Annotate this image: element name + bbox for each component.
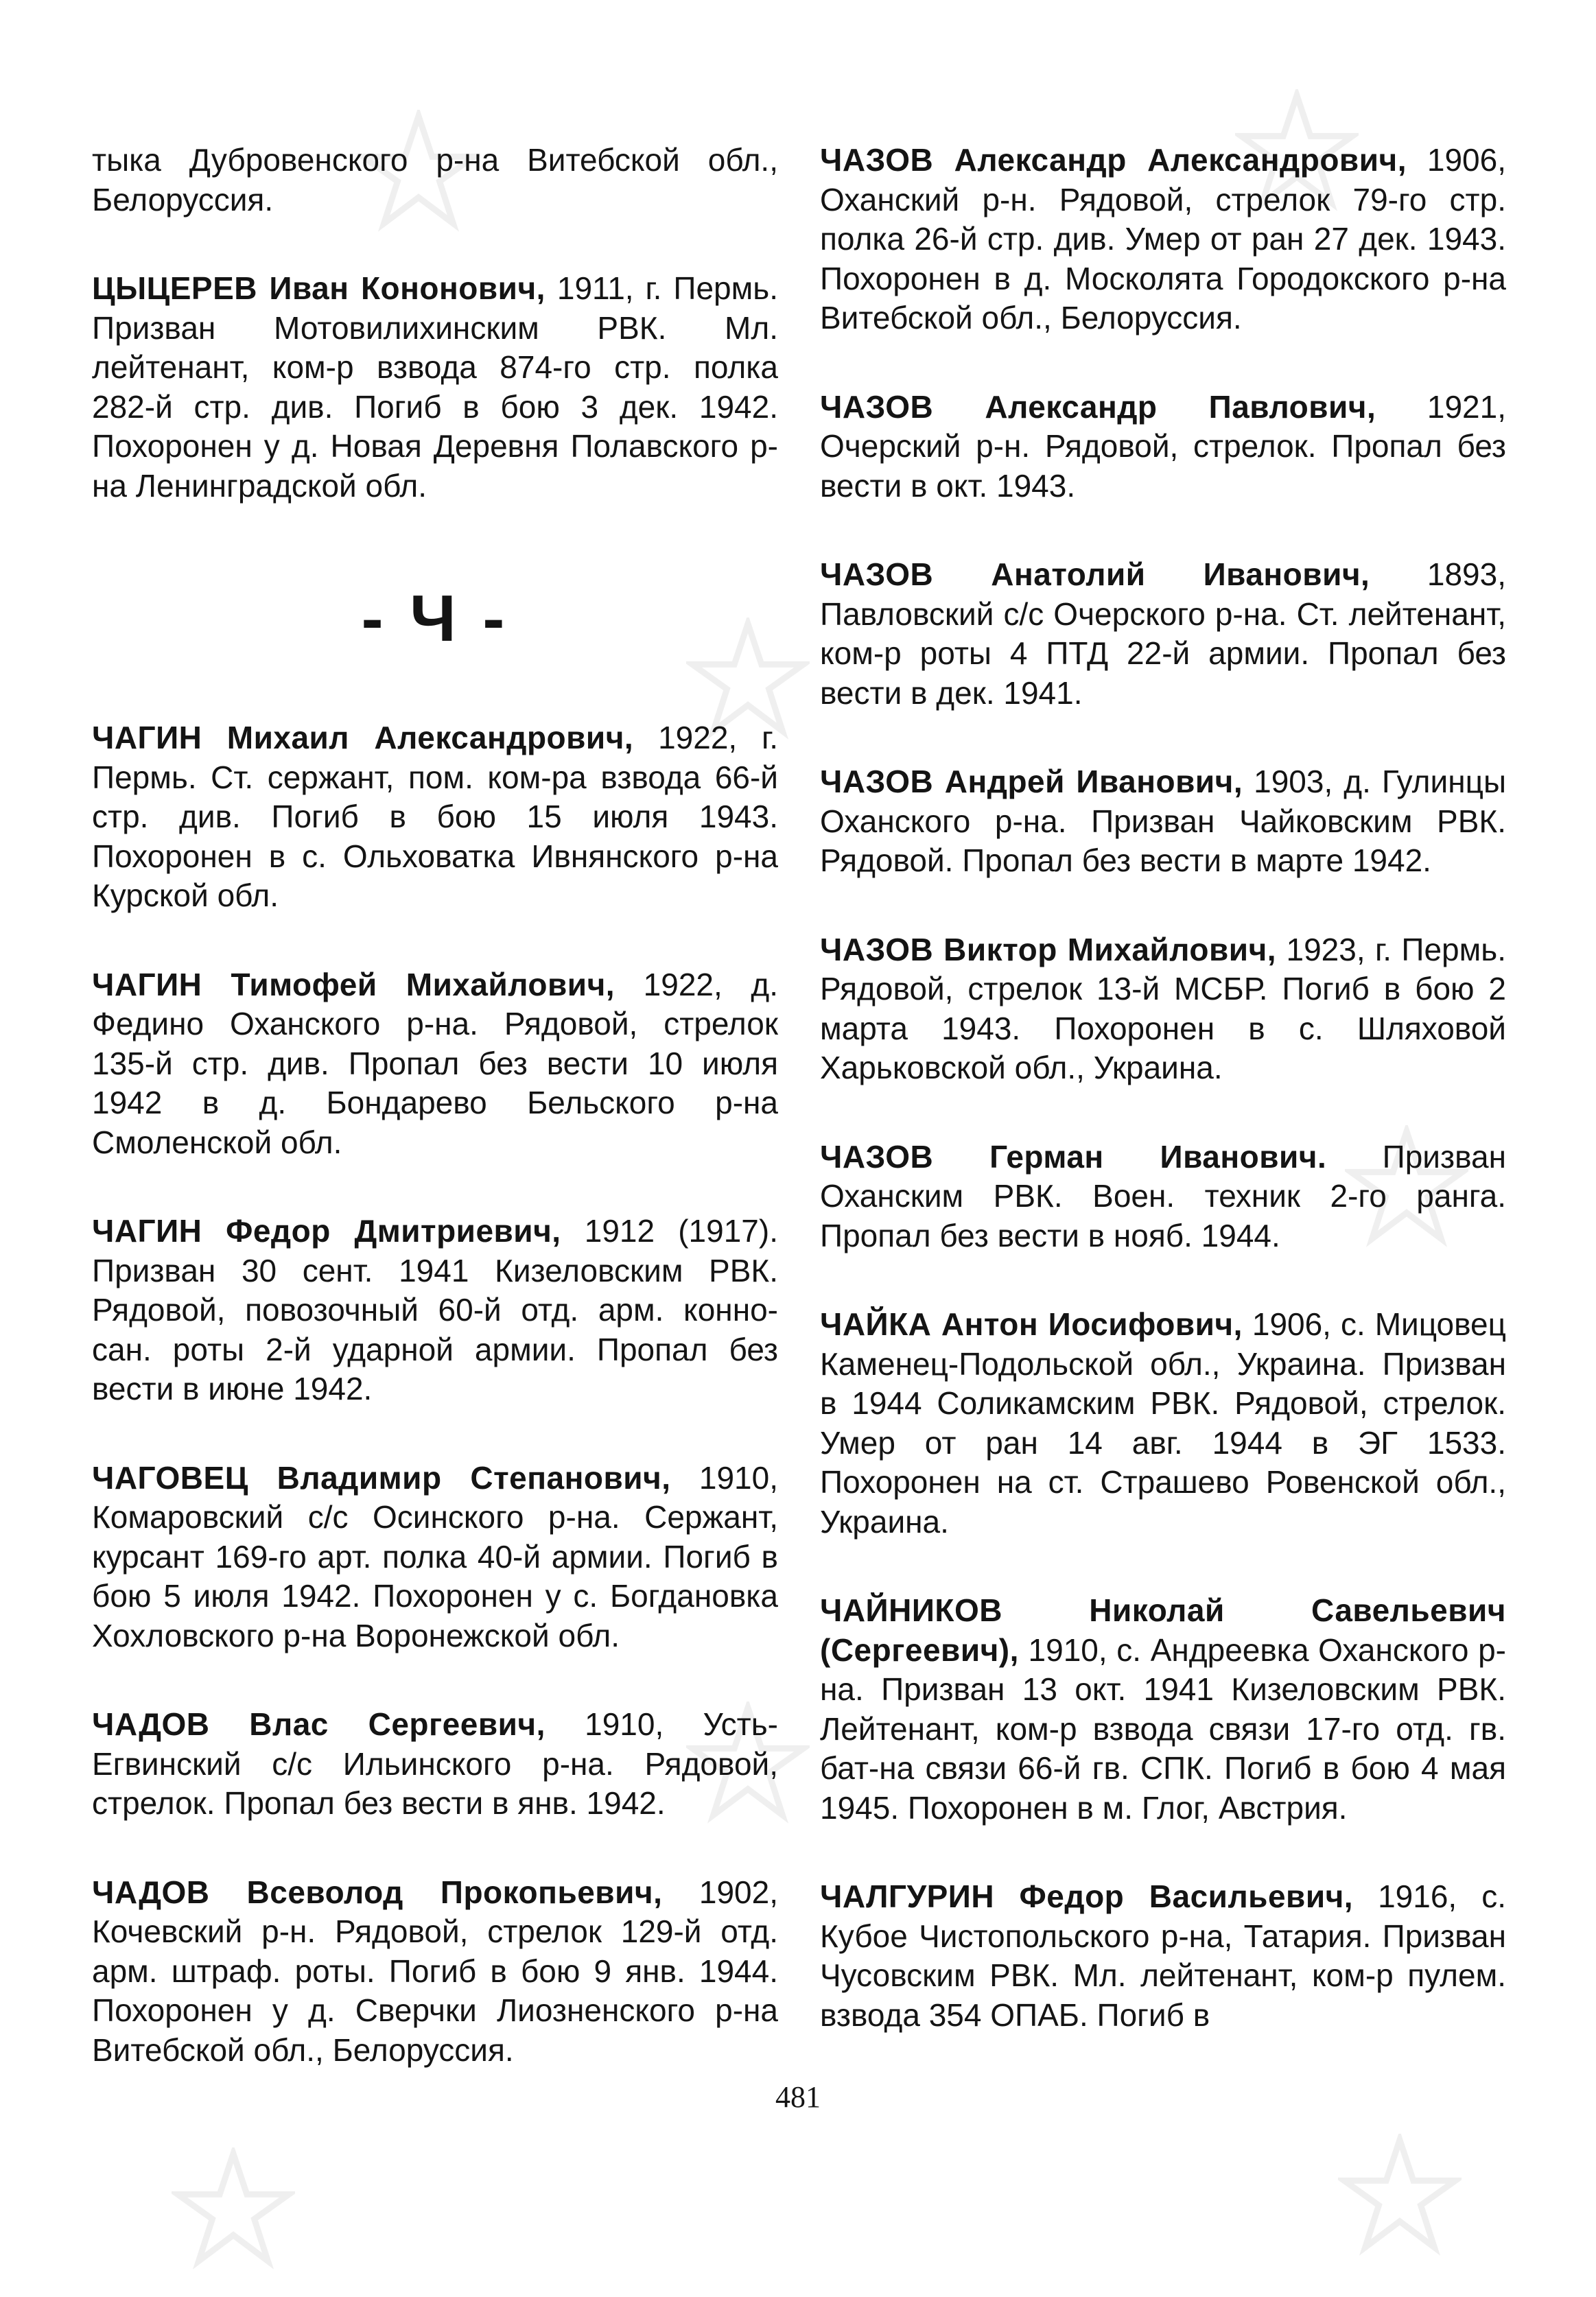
right-column [820,141,1506,2084]
memorial-entry [92,965,778,1163]
entry-text: Призван Оханским РВК. Воен. техник 2-го ранга. Пропал без вести в нояб. 1944. [820,1138,1506,1253]
entry-name: ЧАГИН Федор Дмитриевич, [92,1213,561,1249]
entry-text: 1911, г. Пермь. Призван Мотовилихинским РВК. Мл. лейтенант, ком-р взвода 874-го стр. полка 282-й стр. див. Погиб в бою 3 дек. 1942. Похоронен у д. Новая Деревня Полавского р-на Ленинградской обл. [92,270,778,504]
entry-name: ЧАЗОВ Герман Иванович. [820,1138,1327,1175]
entry-text: 1922, д. Федино Оханского р-на. Рядовой, стрелок 135-й стр. див. Пропал без вести 10 июля 1942 в д. Бондарево Бельского р-на Смоленской обл. [92,966,778,1160]
entry-name: ЧАГОВЕЦ Владимир Степанович, [92,1459,671,1496]
entry-text: 1893, Павловский с/с Очерского р-на. Ст. лейтенант, ком-р роты 4 ПТД 22-й армии. Пропал без вести в дек. 1941. [820,556,1506,711]
right-entries-list [820,141,1506,2035]
memorial-entry [820,555,1506,713]
entry-text: 1922, г. Пермь. Ст. сержант, пом. ком-ра взвода 66-й стр. див. Погиб в бою 15 июля 1943. Похоронен в с. Ольховатка Ивнянского р-на Курской обл. [92,720,778,913]
entry-name: ЧАЗОВ Виктор Михайлович, [820,931,1277,967]
memorial-entry [820,1305,1506,1542]
memorial-entry [820,1138,1506,1256]
entry-text: 1910, Усть-Егвинский с/с Ильинского р-на. Рядовой, стрелок. Пропал без вести в янв. 1942. [92,1706,778,1821]
entries-before-section [92,269,778,506]
section-letter-heading: - Ч - [361,582,509,655]
watermark-star-icon [172,2147,295,2271]
entry-name: ЧАЙКА Антон Иосифович, [820,1306,1243,1342]
memorial-entry [820,762,1506,881]
entry-name: ЧАДОВ Влас Сергеевич, [92,1706,545,1742]
entry-text: 1923, г. Пермь. Рядовой, стрелок 13-й МСБР. Погиб в бою 2 марта 1943. Похоронен в с. Шляховой Харьковской обл., Украина. [820,931,1507,1085]
memorial-entry [92,718,778,916]
left-column [92,141,778,2119]
entry-name: ЧАГИН Михаил Александрович, [92,720,634,755]
entry-text: 1910, Комаровский с/с Осинского р-на. Сержант, курсант 169-го арт. полка 40-й армии. Погиб в бою 5 июля 1942. Похоронен у с. Богдановка Хохловского р-на Воронежской обл. [92,1459,778,1653]
entry-text: 1916, с. Кубое Чистопольского р-на, Татария. Призван Чусовским РВК. Мл. лейтенант, ком-р пулем. взвода 354 ОПАБ. Погиб в [820,1878,1506,2033]
memorial-entry [92,269,778,506]
entry-name: ЧАДОВ Всеволод Прокопьевич, [92,1874,663,1910]
watermark-star-icon [1338,2134,1462,2257]
entry-text: 1921, Очерский р-н. Рядовой, стрелок. Пропал без вести в окт. 1943. [820,388,1506,504]
entry-name: ЧАЛГУРИН Федор Васильевич, [820,1878,1354,1914]
memorial-entry [92,1212,778,1409]
continuation-text: тыка Дубровенского р-на Витебской обл., Белоруссия. [92,142,778,217]
memorial-entry [820,141,1506,338]
entry-name: ЧАЗОВ Александр Павлович, [820,388,1376,425]
memorial-entry [820,1877,1506,2035]
entry-name: ЧАЗОВ Александр Александрович, [820,142,1407,178]
entry-text: 1903, д. Гулинцы Оханского р-на. Призван Чайковским РВК. Рядовой. Пропал без вести в марте 1942. [820,764,1507,878]
entry-name: ЦЫЦЕРЕВ Иван Кононович, [92,270,545,306]
entry-name: ЧАЗОВ Андрей Иванович, [820,764,1243,799]
entry-text: 1906, Оханский р-н. Рядовой, стрелок 79-го стр. полка 26-й стр. див. Умер от ран 27 дек. 1943. Похоронен в д. Москолята Городокского р-на Витебской обл., Белоруссия. [820,142,1506,335]
entry-name: ЧАЙНИКОВ Николай Савельевич (Сергеевич), [820,1592,1506,1668]
memorial-entry [820,1591,1506,1828]
memorial-entry [92,1873,778,2071]
left-entries-list [92,718,778,2070]
memorial-entry [92,1705,778,1824]
entry-text: 1902, Кочевский р-н. Рядовой, стрелок 129-й отд. арм. штраф. роты. Погиб в бою 9 янв. 1944. Похоронен у д. Сверчки Лиозненского р-на Витебской обл., Белоруссия. [92,1874,778,2068]
page-number: 481 [775,2080,821,2114]
memorial-entry [820,388,1506,506]
entry-text: 1912 (1917). Призван 30 сент. 1941 Кизеловским РВК. Рядовой, повозочный 60-й отд. арм. конно-сан. роты 2-й ударной армии. Пропал без вести в июне 1942. [92,1213,778,1406]
entry-text: 1910, с. Андреевка Оханского р-на. Призван 13 окт. 1941 Кизеловским РВК. Лейтенант, ком-р взвода связи 17-го отд. гв. бат-на связи 66-й гв. СПК. Погиб в бою 4 мая 1945. Похоронен в м. Глог, Австрия. [820,1632,1506,1826]
entry-name: ЧАЗОВ Анатолий Иванович, [820,556,1370,592]
entry-name: ЧАГИН Тимофей Михайлович, [92,966,615,1002]
memorial-entry [820,930,1506,1088]
entry-text: 1906, с. Мицовец Каменец-Подольской обл., Украина. Призван в 1944 Соликамским РВК. Рядовой, стрелок. Умер от ран 14 авг. 1944 в ЭГ 1533. Похоронен на ст. Страшево Ровенской обл., Украина. [820,1306,1506,1540]
memorial-entry [92,1459,778,1656]
